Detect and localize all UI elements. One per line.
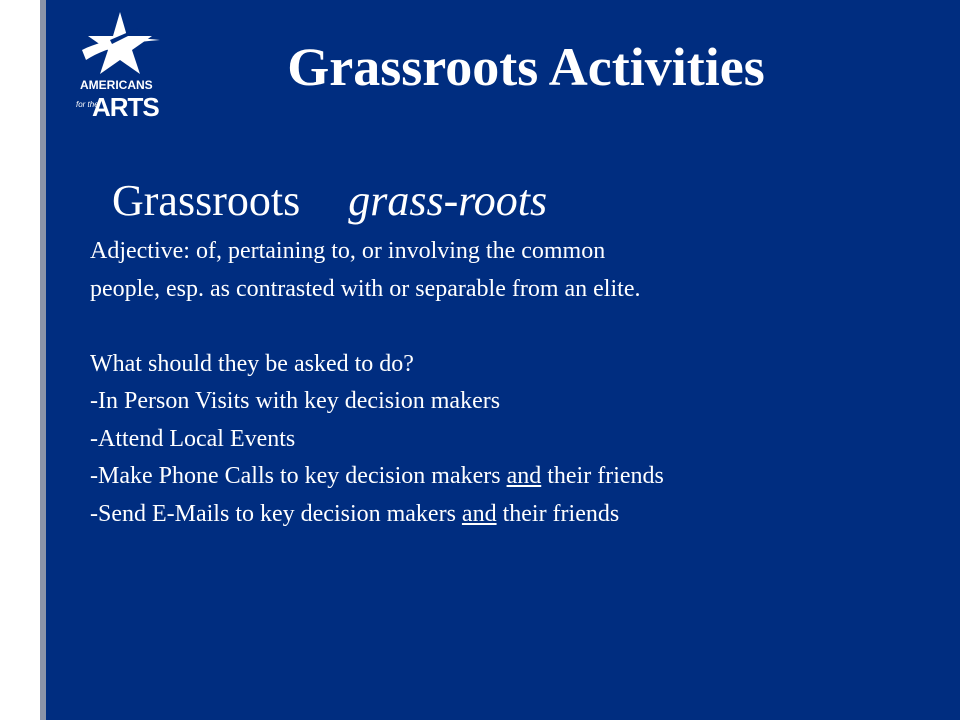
bullet-phone-calls-post: their friends — [541, 463, 664, 489]
bullet-send-emails-underline: and — [461, 500, 497, 527]
logo-text-arts: ARTS — [92, 92, 159, 122]
bullet-attend-local-events: -Attend Local Events — [90, 425, 296, 452]
bullet-phone-calls-pre: -Make Phone Calls to key decision makers — [90, 463, 507, 489]
bullet-send-emails — [90, 496, 664, 534]
logo-text-americans: AMERICANS — [80, 78, 153, 92]
blank-line — [90, 308, 664, 346]
bullet-in-person-visits: -In Person Visits with key decision makers — [90, 388, 501, 414]
bullet-send-emails-pre: -Send E-Mails to key decision makers — [90, 500, 462, 527]
logo-text-for-the: for the — [76, 100, 99, 109]
bullet-phone-calls — [90, 458, 664, 496]
bullet-phone-calls-underline: and — [506, 463, 542, 489]
slide — [46, 0, 960, 720]
term-heading — [112, 175, 547, 226]
term-pronunciation: grass-roots — [348, 176, 548, 225]
question-line: What should they be asked to do? — [90, 350, 414, 377]
slide-title: Grassroots Activities — [287, 37, 765, 97]
definition-line-2: people, esp. as contrasted with or separable from an elite. — [90, 275, 641, 302]
definition-line-1: Adjective: of, pertaining to, or involving the common — [90, 238, 606, 264]
bullet-send-emails-post: their friends — [496, 500, 620, 527]
left-white-margin — [0, 0, 40, 720]
slide-body — [90, 233, 664, 533]
term-word: Grassroots — [112, 176, 301, 225]
